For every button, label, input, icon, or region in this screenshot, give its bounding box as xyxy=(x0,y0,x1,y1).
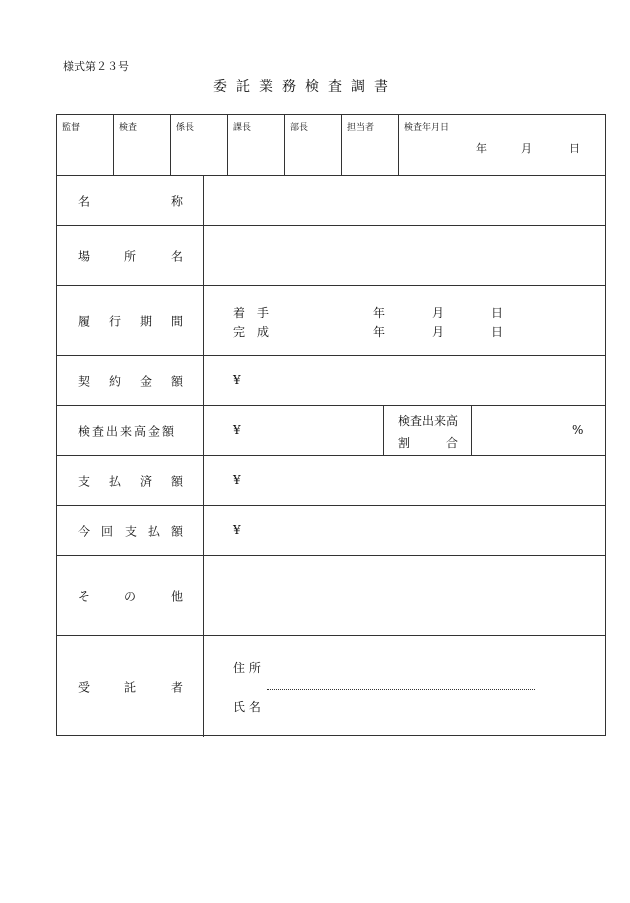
row-other xyxy=(57,556,605,636)
label-char: 額 xyxy=(171,524,184,538)
label-char: 間 xyxy=(171,314,184,328)
label-char: 期 xyxy=(140,314,153,328)
name-label: 氏 名 xyxy=(233,700,261,714)
row-name xyxy=(57,176,605,226)
ratio-divider xyxy=(471,406,472,455)
label-current-payment xyxy=(57,506,204,555)
approval-cell-chief xyxy=(171,115,228,175)
percent-symbol: % xyxy=(572,423,584,437)
label-char: 支 xyxy=(125,524,138,538)
row-current-payment xyxy=(57,506,605,556)
label-char: 託 xyxy=(124,680,137,694)
label-name xyxy=(57,176,204,225)
label-char: 契 xyxy=(78,374,91,388)
label-char: 今 xyxy=(78,524,91,538)
yen-symbol: ¥ xyxy=(233,373,241,387)
approval-cell-supervisor xyxy=(57,115,114,175)
date-year: 年 xyxy=(476,142,487,155)
approval-table xyxy=(56,114,606,176)
approval-label: 検査 xyxy=(119,123,138,133)
label-char: 支 xyxy=(78,474,91,488)
approval-label: 検査年月日 xyxy=(404,123,450,133)
address-label: 住 所 xyxy=(233,661,261,675)
label-char: 額 xyxy=(171,474,184,488)
label-char: 他 xyxy=(171,589,184,603)
yen-symbol: ¥ xyxy=(233,523,241,537)
address-dotted-line xyxy=(267,689,535,690)
ratio-label: 検査出来高 xyxy=(398,414,459,428)
label-char: 払 xyxy=(109,474,122,488)
ratio-label-char: 合 xyxy=(446,436,459,450)
start-day: 日 xyxy=(491,306,504,320)
label-char: 称 xyxy=(171,194,184,208)
document-title: 委託業務検査調書 xyxy=(213,79,397,95)
yen-symbol: ¥ xyxy=(233,423,241,437)
approval-label: 担当者 xyxy=(347,123,375,133)
label-char: 回 xyxy=(101,524,114,538)
period-start-label: 着 手 xyxy=(233,306,270,320)
label-char: 約 xyxy=(109,374,122,388)
label-period xyxy=(57,286,204,355)
label-contract-amount xyxy=(57,356,204,405)
label-char: 履 xyxy=(78,314,91,328)
label-inspected-amount xyxy=(57,406,204,455)
approval-cell-department-manager xyxy=(285,115,342,175)
label-paid-amount xyxy=(57,456,204,505)
period-end-label: 完 成 xyxy=(233,325,270,339)
form-number: 様式第２３号 xyxy=(63,60,129,73)
row-contractor xyxy=(57,636,605,737)
approval-label: 監督 xyxy=(62,123,81,133)
approval-cell-person-in-charge xyxy=(342,115,399,175)
label-char: 受 xyxy=(78,680,91,694)
label-char: 金 xyxy=(140,374,153,388)
date-month: 月 xyxy=(521,142,532,155)
start-year: 年 xyxy=(373,306,386,320)
row-period xyxy=(57,286,605,356)
label-char: の xyxy=(124,589,137,603)
label-char: 所 xyxy=(124,249,137,263)
end-year: 年 xyxy=(373,325,386,339)
label-char: 払 xyxy=(148,524,161,538)
approval-cell-inspection-date xyxy=(399,115,605,175)
row-contract-amount xyxy=(57,356,605,406)
approval-label: 係長 xyxy=(176,123,195,133)
end-month: 月 xyxy=(432,325,445,339)
row-paid-amount xyxy=(57,456,605,506)
label-char: 行 xyxy=(109,314,122,328)
approval-label: 部長 xyxy=(290,123,309,133)
label-text: 検査出来高金額 xyxy=(78,424,177,438)
label-char: 場 xyxy=(78,249,91,263)
label-char: 名 xyxy=(171,249,184,263)
row-location xyxy=(57,226,605,286)
label-char: 者 xyxy=(171,680,184,694)
label-char: そ xyxy=(78,589,91,603)
label-contractor xyxy=(57,636,204,737)
label-char: 名 xyxy=(78,194,91,208)
ratio-label-char: 割 xyxy=(398,436,411,450)
approval-label: 課長 xyxy=(233,123,252,133)
approval-cell-section-manager xyxy=(228,115,285,175)
inspection-table xyxy=(56,175,606,736)
label-char: 済 xyxy=(140,474,153,488)
ratio-divider xyxy=(383,406,384,455)
end-day: 日 xyxy=(491,325,504,339)
row-inspected-amount xyxy=(57,406,605,456)
date-day: 日 xyxy=(569,142,580,155)
approval-cell-inspection xyxy=(114,115,171,175)
yen-symbol: ¥ xyxy=(233,473,241,487)
start-month: 月 xyxy=(432,306,445,320)
label-char: 額 xyxy=(171,374,184,388)
label-other xyxy=(57,556,204,635)
label-location xyxy=(57,226,204,285)
